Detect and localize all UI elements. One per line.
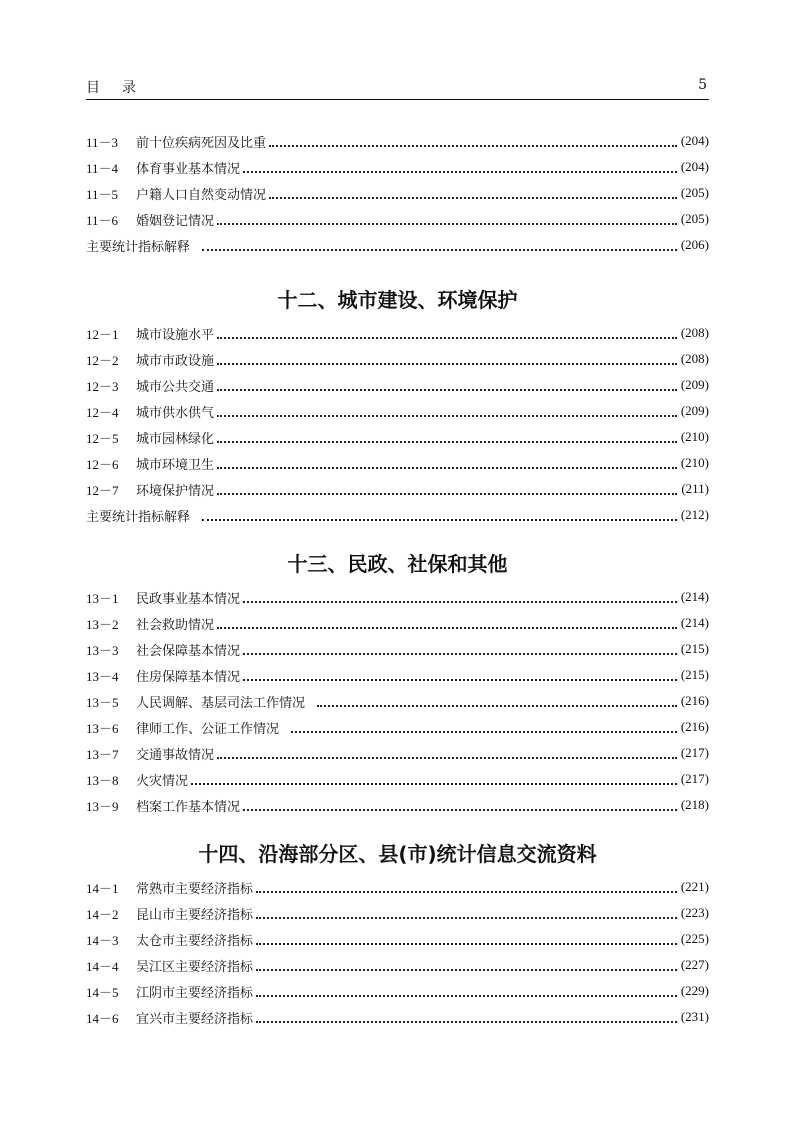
toc-entry[interactable] [86,346,709,372]
toc-entry[interactable] [86,476,709,502]
toc-entry[interactable] [86,584,709,610]
dot-leader [217,453,677,469]
toc-entry[interactable] [86,900,709,926]
dot-leader [217,209,677,225]
entry-page: (204) [680,133,709,148]
dot-leader [256,981,677,997]
entry-label: 宜兴市主要经济指标 [136,1011,254,1027]
dot-leader [243,795,677,811]
toc-entry[interactable] [86,372,709,398]
entry-page: (215) [680,641,709,656]
dot-leader [256,1007,677,1023]
section-11 [86,128,709,258]
entry-page: (225) [680,931,709,946]
dot-leader [217,401,677,417]
toc-entry[interactable] [86,424,709,450]
toc-entry[interactable] [86,636,709,662]
chapter-title: 十二、城市建设、环境保护 [277,288,518,312]
entry-page: (217) [680,745,709,760]
entry-label: 城市园林绿化 [136,431,215,447]
entry-number: 12－5 [86,430,119,446]
entry-page: (215) [680,667,709,682]
entry-label: 吴江区主要经济指标 [136,959,254,975]
entry-page: (231) [680,1009,709,1024]
entry-number: 13－1 [86,590,119,606]
dot-leader [256,955,677,971]
dot-leader [191,769,677,785]
entry-number: 13－6 [86,720,119,736]
entry-label: 城市环境卫生 [136,457,215,473]
toc-entry[interactable] [86,792,709,818]
entry-number: 14－3 [86,932,119,948]
entry-label: 户籍人口自然变动情况 [136,187,267,203]
dot-leader [217,613,677,629]
toc-entry[interactable] [86,766,709,792]
entry-number: 12－6 [86,456,119,472]
entry-label: 前十位疾病死因及比重 [136,135,267,151]
dot-leader [217,427,677,443]
toc-entry[interactable] [86,874,709,900]
toc-entry[interactable] [86,320,709,346]
dot-leader [217,323,677,339]
entry-label: 城市市政设施 [136,353,215,369]
dot-leader [217,349,677,365]
entry-number: 12－4 [86,404,119,420]
dot-leader [256,903,677,919]
entry-page: (223) [680,905,709,920]
entry-page: (216) [680,719,709,734]
dot-leader [243,157,677,173]
dot-leader [269,183,677,199]
entry-number: 14－1 [86,880,119,896]
toc-entry[interactable] [86,450,709,476]
entry-label: 民政事业基本情况 [136,591,241,607]
entry-page: (210) [680,455,709,470]
dot-leader [217,743,677,759]
dot-leader [202,235,677,251]
entry-page: (229) [680,983,709,998]
entry-number: 12－7 [86,482,119,498]
toc-entry[interactable] [86,1004,709,1030]
dot-leader [243,639,677,655]
entry-label: 太仓市主要经济指标 [136,933,254,949]
section-14 [86,834,709,1030]
toc-entry[interactable] [86,926,709,952]
dot-leader [217,375,677,391]
entry-label: 住房保障基本情况 [136,669,241,685]
entry-label: 主要统计指标解释 [86,239,191,255]
entry-number: 13－4 [86,668,119,684]
entry-page: (209) [680,403,709,418]
toc-entry[interactable] [86,978,709,1004]
entry-page: (205) [680,185,709,200]
entry-number: 11－3 [86,134,119,150]
entry-label: 常熟市主要经济指标 [136,881,254,897]
entry-page: (208) [680,325,709,340]
entry-page: (214) [680,615,709,630]
toc-entry[interactable] [86,154,709,180]
entry-page: (212) [680,507,709,522]
toc-entry[interactable] [86,610,709,636]
entry-label: 人民调解、基层司法工作情况 [136,695,306,711]
entry-page: (227) [680,957,709,972]
entry-number: 12－2 [86,352,119,368]
entry-label: 社会救助情况 [136,617,215,633]
entry-label: 火灾情况 [136,773,189,789]
entry-number: 12－3 [86,378,119,394]
page-header [86,75,709,100]
entry-page: (210) [680,429,709,444]
entry-number: 13－8 [86,772,119,788]
entry-number: 13－7 [86,746,119,762]
entry-label: 主要统计指标解释 [86,509,191,525]
entry-number: 14－5 [86,984,119,1000]
toc-entry[interactable] [86,740,709,766]
entry-number: 13－2 [86,616,119,632]
entry-page: (205) [680,211,709,226]
entry-number: 13－9 [86,798,119,814]
entry-page: (209) [680,377,709,392]
entry-page: (204) [680,159,709,174]
entry-page: (214) [680,589,709,604]
toc-entry[interactable] [86,952,709,978]
entry-label: 城市公共交通 [136,379,215,395]
section-13 [86,544,709,818]
toc-entry[interactable] [86,662,709,688]
chapter-title: 十三、民政、社保和其他 [287,552,508,576]
entry-number: 11－5 [86,186,119,202]
toc-entry[interactable] [86,398,709,424]
toc-entry-explain[interactable] [86,232,709,258]
entry-label: 城市供水供气 [136,405,215,421]
entry-page: (218) [680,797,709,812]
entry-number: 12－1 [86,326,119,342]
dot-leader [269,131,677,147]
section-12 [86,280,709,528]
entry-number: 13－3 [86,642,119,658]
entry-page: (211) [681,481,709,496]
toc-entry[interactable] [86,714,709,740]
toc-entry[interactable] [86,128,709,154]
toc-entry[interactable] [86,688,709,714]
entry-number: 14－2 [86,906,119,922]
entry-page: (208) [680,351,709,366]
toc-entry[interactable] [86,206,709,232]
entry-label: 环境保护情况 [136,483,215,499]
entry-label: 昆山市主要经济指标 [136,907,254,923]
dot-leader [256,929,677,945]
entry-number: 14－6 [86,1010,119,1026]
dot-leader [317,691,677,707]
entry-number: 14－4 [86,958,119,974]
entry-page: (217) [680,771,709,786]
entry-page: (216) [680,693,709,708]
dot-leader [202,505,677,521]
chapter-title: 十四、沿海部分区、县(市)统计信息交流资料 [198,842,597,866]
dot-leader [256,877,677,893]
dot-leader [217,479,677,495]
toc-entry[interactable] [86,180,709,206]
entry-number: 13－5 [86,694,119,710]
entry-page: (206) [680,237,709,252]
toc-entry-explain[interactable] [86,502,709,528]
entry-label: 交通事故情况 [136,747,215,763]
entry-number: 11－4 [86,160,119,176]
entry-label: 体育事业基本情况 [136,161,241,177]
dot-leader [243,665,677,681]
entry-label: 江阴市主要经济指标 [136,985,254,1001]
entry-number: 11－6 [86,212,119,228]
dot-leader [243,587,677,603]
entry-page: (221) [680,879,709,894]
dot-leader [291,717,677,733]
entry-label: 社会保障基本情况 [136,643,241,659]
entry-label: 城市设施水平 [136,327,215,343]
entry-label: 律师工作、公证工作情况 [136,721,280,737]
entry-label: 婚姻登记情况 [136,213,215,229]
entry-label: 档案工作基本情况 [136,799,241,815]
header-title: 目录 [86,80,158,96]
page-number: 5 [698,77,707,93]
